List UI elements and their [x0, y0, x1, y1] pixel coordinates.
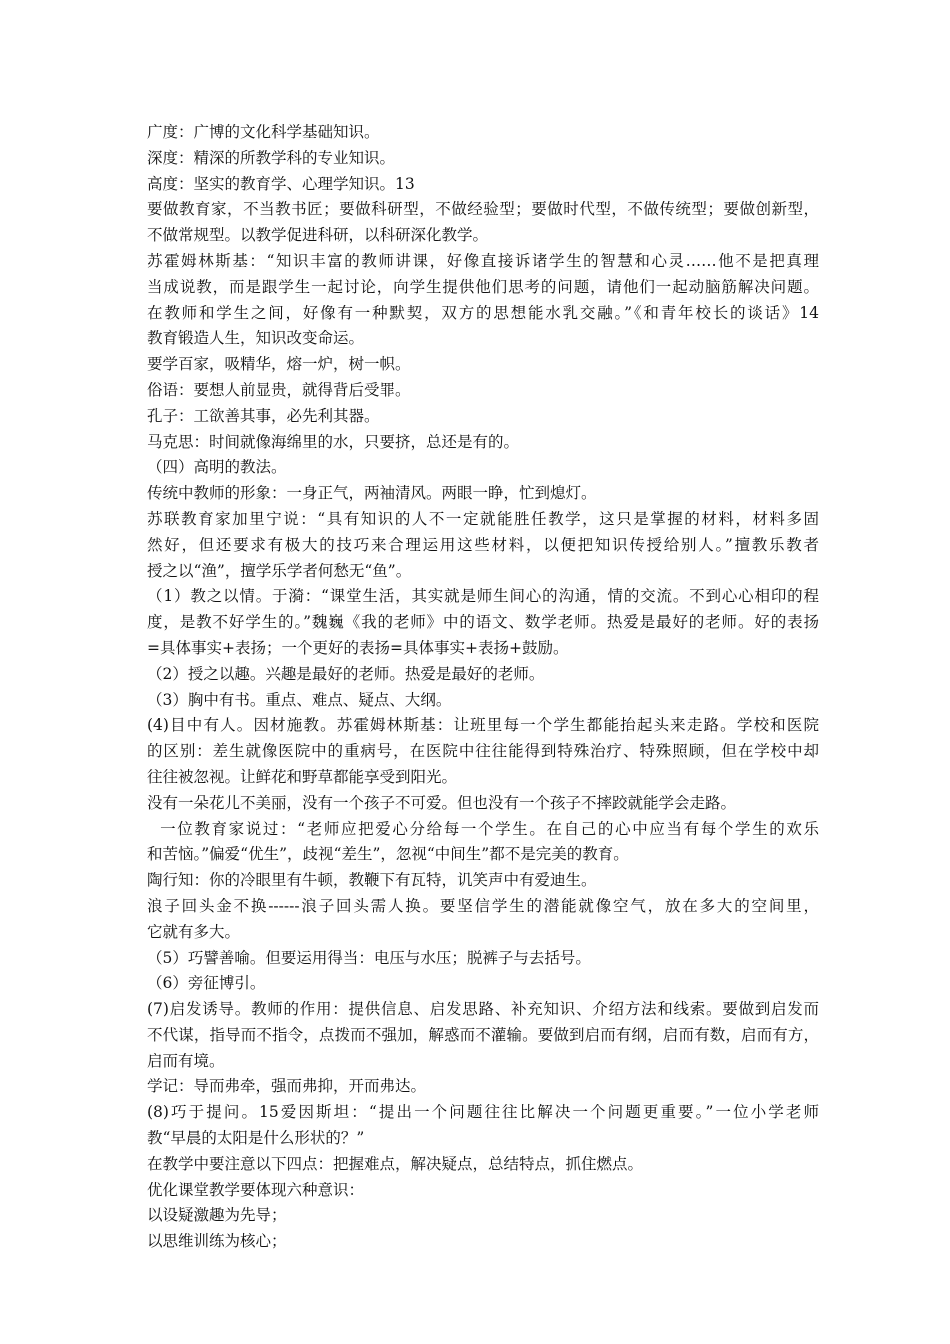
text-line: 高度：坚实的教育学、心理学知识。13: [147, 174, 415, 193]
text-line: 要学百家，吸精华，熔一炉，树一帜。: [147, 355, 411, 374]
text-line: 以思维训练为核心；: [147, 1232, 287, 1251]
text-line: （2）授之以趣。兴趣是最好的老师。热爱是最好的老师。: [147, 664, 545, 683]
text-line: 没有一朵花儿不美丽，没有一个孩子不可爱。但也没有一个孩子不摔跤就能学会走路。: [147, 793, 737, 812]
text-line: 它就有多大。: [147, 922, 241, 941]
text-line: 授之以“渔”，擅学乐学者何愁无“鱼”。: [147, 561, 412, 580]
text-line: 和苦恼。”偏爱“优生”，歧视“差生”，忽视“中间生”都不是完美的教育。: [147, 845, 629, 864]
text-line: （6）旁征博引。: [147, 974, 266, 993]
text-line: 的区别：差生就像医院中的重病号，在医院中往往能得到特殊治疗、特殊照顾，但在学校中却: [147, 742, 819, 761]
text-line: 启而有境。: [147, 1051, 225, 1070]
text-line: 在教师和学生之间，好像有一种默契，双方的思想能水乳交融。”《和青年校长的谈话》14: [147, 303, 819, 322]
text-line: 广度：广博的文化科学基础知识。: [147, 123, 380, 141]
text-line: (7)启发诱导。教师的作用：提供信息、启发思路、补充知识、介绍方法和线索。要做到启发而: [147, 1000, 819, 1019]
text-line: 浪子回头金不换------浪子回头需人换。要坚信学生的潜能就像空气，放在多大的空间里，: [147, 896, 819, 915]
text-line: （5）巧譬善喻。但要运用得当：电压与水压；脱裤子与去括号。: [147, 948, 591, 967]
text-line: 以设疑激趣为先导；: [147, 1206, 287, 1225]
text-line: (4)目中有人。因材施教。苏霍姆林斯基：让班里每一个学生都能抬起头来走路。学校和医院: [147, 716, 819, 735]
text-line: 孔子：工欲善其事，必先利其器。: [147, 406, 380, 425]
text-line: 俗语：要想人前显贵，就得背后受罪。: [147, 380, 411, 399]
text-line: 学记：导而弗牵，强而弗抑，开而弗达。: [147, 1077, 427, 1096]
text-line: 不代谋，指导而不指令，点拨而不强加，解惑而不灌输。要做到启而有纲，启而有数，启而有方，: [147, 1025, 819, 1044]
text-line: =具体事实+表扬；一个更好的表扬=具体事实+表扬+鼓励。: [147, 638, 569, 657]
text-line: 优化课堂教学要体现六种意识：: [147, 1180, 365, 1199]
text-line: （1）教之以情。于漪：“课堂生活，其实就是师生间心的沟通，情的交流。不到心心相印的程: [147, 587, 819, 606]
text-line: 苏霍姆林斯基：“知识丰富的教师讲课，好像直接诉诸学生的智慧和心灵……他不是把真理: [147, 251, 819, 270]
text-line: 度，是教不好学生的。”魏巍《我的老师》中的语文、数学老师。热爱是最好的老师。好的表扬: [147, 613, 819, 632]
text-line: 往往被忽视。让鲜花和野草都能享受到阳光。: [147, 767, 458, 786]
text-line: (8)巧于提问。15爱因斯坦：“提出一个问题往往比解决一个问题更重要。”一位小学老师: [147, 1103, 819, 1122]
text-line: 马克思：时间就像海绵里的水，只要挤，总还是有的。: [147, 432, 520, 451]
text-line: 一位教育家说过：“老师应把爱心分给每一个学生。在自己的心中应当有每个学生的欢乐: [147, 819, 819, 838]
text-line: 教育锻造人生，知识改变命运。: [147, 329, 365, 348]
text-line: （3）胸中有书。重点、难点、疑点、大纲。: [147, 690, 452, 709]
text-line: 当成说教，而是跟学生一起讨论，向学生提供他们思考的问题，请他们一起动脑筋解决问题。: [147, 277, 819, 296]
text-line: 在教学中要注意以下四点：把握难点，解决疑点，总结特点，抓住燃点。: [147, 1154, 644, 1173]
text-line: 苏联教育家加里宁说：“具有知识的人不一定就能胜任教学，这只是掌握的材料，材料多固: [147, 509, 819, 528]
text-line: 陶行知：你的冷眼里有牛顿，教鞭下有瓦特，讥笑声中有爱迪生。: [147, 871, 597, 890]
document-body: [147, 120, 819, 1255]
text-line: 传统中教师的形象：一身正气，两袖清风。两眼一睁，忙到熄灯。: [147, 484, 597, 503]
text-line: 深度：精深的所教学科的专业知识。: [147, 148, 396, 167]
text-line: 要做教育家，不当教书匠；要做科研型，不做经验型；要做时代型，不做传统型；要做创新型，: [147, 200, 819, 219]
text-line: （四）高明的教法。: [147, 458, 287, 477]
text-line: 不做常规型。以教学促进科研，以科研深化教学。: [147, 226, 489, 245]
text-line: 教“早晨的太阳是什么形状的？”: [147, 1129, 365, 1148]
text-line: 然好，但还要求有极大的技巧来合理运用这些材料，以便把知识传授给别人。”擅教乐教者: [147, 535, 819, 554]
